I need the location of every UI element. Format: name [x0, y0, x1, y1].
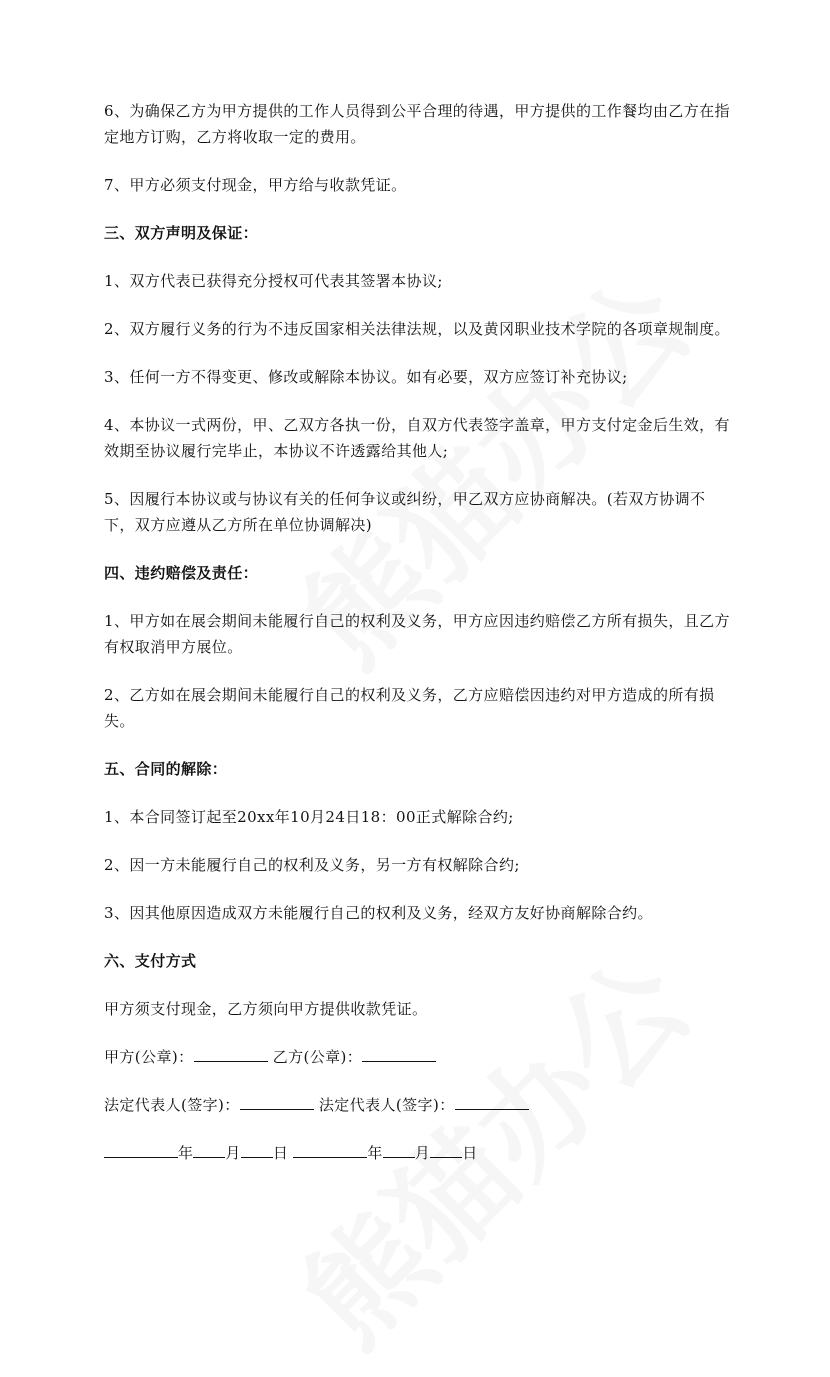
- party-a-seal-blank: [194, 1045, 268, 1062]
- party-a-day-blank: [241, 1141, 273, 1158]
- day-label: 日: [462, 1144, 478, 1162]
- party-b-day-blank: [430, 1141, 462, 1158]
- month-label: 月: [414, 1144, 431, 1162]
- clause-6: 6、为确保乙方为甲方提供的工作人员得到公平合理的待遇，甲方提供的工作餐均由乙方在指定地方订购，乙方将收取一定的费用。: [104, 102, 730, 146]
- party-b-seal-label: 乙方(公章)：: [272, 1048, 363, 1066]
- section-3-heading: 三、双方声明及保证：: [104, 224, 259, 242]
- party-a-month-blank: [193, 1141, 225, 1158]
- party-b-seal-blank: [362, 1045, 436, 1062]
- section-3-item: 3、任何一方不得变更、修改或解除本协议。如有必要，双方应签订补充协议;: [104, 368, 628, 386]
- party-a-seal-label: 甲方(公章)：: [104, 1048, 194, 1066]
- document-body: [104, 98, 732, 1188]
- party-a-year-blank: [104, 1141, 178, 1158]
- party-a-rep-blank: [240, 1093, 314, 1110]
- section-5-item: 2、因一方未能履行自己的权利及义务，另一方有权解除合约;: [104, 856, 520, 874]
- section-6-heading: 六、支付方式: [104, 952, 197, 970]
- section-4-item: 2、乙方如在展会期间未能履行自己的权利及义务，乙方应赔偿因违约对甲方造成的所有损失。: [104, 686, 715, 730]
- party-b-year-blank: [293, 1141, 367, 1158]
- section-3-item: 5、因履行本协议或与协议有关的任何争议或纠纷，甲乙双方应协商解决。(若双方协调不下，双方应遵从乙方所在单位协调解决): [104, 490, 706, 534]
- party-b-rep-blank: [455, 1093, 529, 1110]
- seal-row: [104, 1044, 732, 1070]
- representative-row: [104, 1092, 732, 1118]
- clause-7: 7、甲方必须支付现金，甲方给与收款凭证。: [104, 176, 407, 194]
- section-5-heading: 五、合同的解除：: [104, 760, 228, 778]
- party-b-month-blank: [383, 1141, 415, 1158]
- party-b-rep-label: 法定代表人(签字)：: [318, 1096, 455, 1114]
- day-label: 日: [272, 1144, 289, 1162]
- party-a-rep-label: 法定代表人(签字)：: [104, 1096, 240, 1114]
- month-label: 月: [225, 1144, 241, 1162]
- year-label: 年: [178, 1144, 194, 1162]
- section-5-item: 3、因其他原因造成双方未能履行自己的权利及义务，经双方友好协商解除合约。: [104, 904, 653, 922]
- section-4-heading: 四、违约赔偿及责任：: [104, 564, 259, 582]
- section-4-item: 1、甲方如在展会期间未能履行自己的权利及义务，甲方应因违约赔偿乙方所有损失，且乙方有权取消甲方展位。: [104, 612, 730, 656]
- payment-method-text: 甲方须支付现金，乙方须向甲方提供收款凭证。: [104, 1000, 428, 1018]
- year-label: 年: [367, 1144, 383, 1162]
- section-3-item: 2、双方履行义务的行为不违反国家相关法律法规，以及黄冈职业技术学院的各项章规制度。: [104, 320, 730, 338]
- section-3-item: 4、本协议一式两份，甲、乙双方各执一份，自双方代表签字盖章，甲方支付定金后生效，有效期至协议履行完毕止，本协议不许透露给其他人;: [104, 416, 730, 460]
- date-row: [104, 1140, 732, 1166]
- section-5-item: 1、本合同签订起至20xx年10月24日18：00正式解除合约;: [104, 808, 514, 826]
- section-3-item: 1、双方代表已获得充分授权可代表其签署本协议;: [104, 272, 443, 290]
